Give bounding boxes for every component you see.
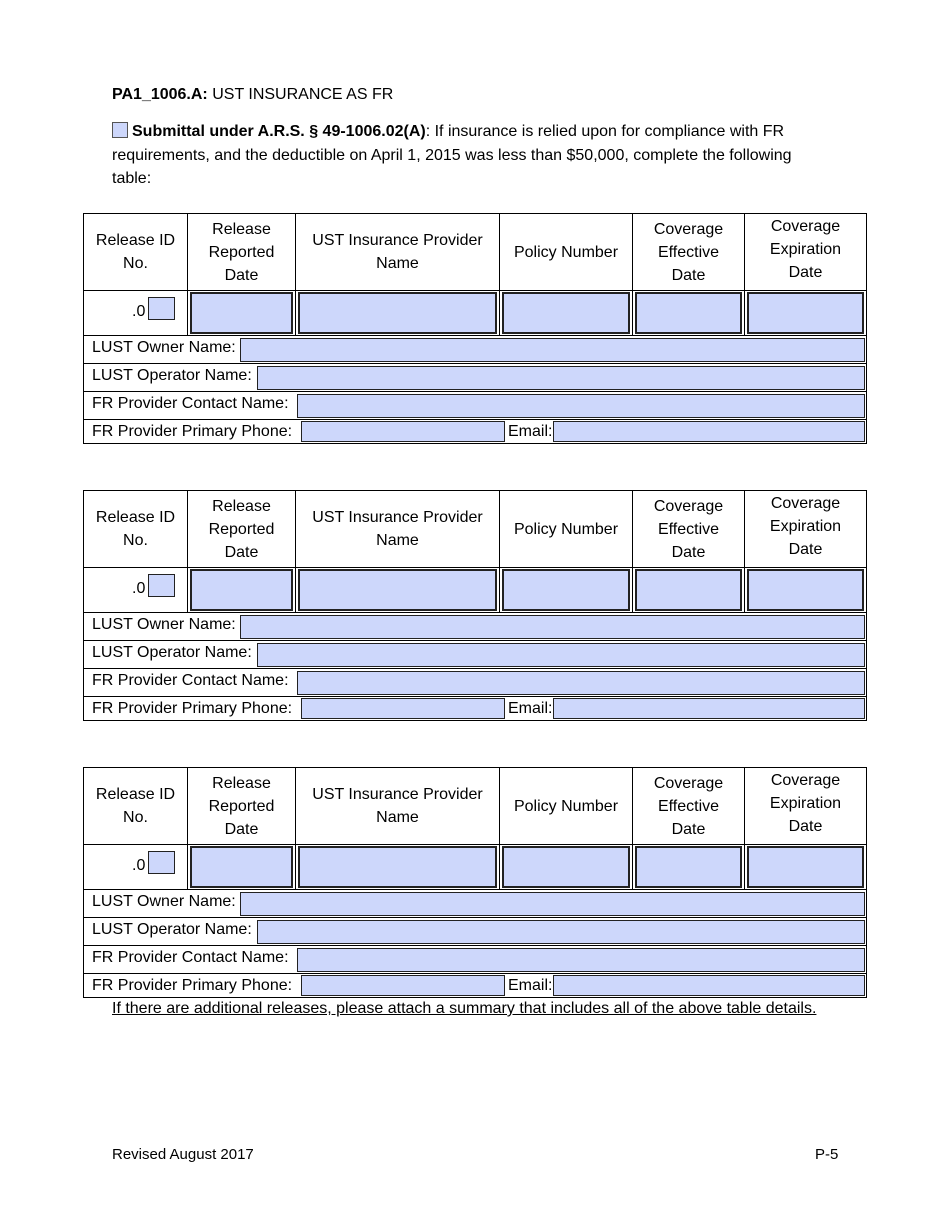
submittal-checkbox[interactable] xyxy=(112,122,128,138)
additional-releases-note: If there are additional releases, please attach a summary that includes all of the above table details. xyxy=(112,1000,817,1017)
release-table-2 xyxy=(83,490,867,721)
column-header: Coverage Expiration Date xyxy=(769,218,842,281)
column-header: Release Reported Date xyxy=(188,491,296,567)
owner-name-label: LUST Owner Name: xyxy=(92,339,236,356)
provider-name-field[interactable] xyxy=(298,569,497,611)
owner-name-row xyxy=(84,336,866,364)
contact-name-field[interactable] xyxy=(297,948,865,972)
contact-name-label: FR Provider Contact Name: xyxy=(92,395,289,412)
operator-name-field[interactable] xyxy=(257,366,865,390)
owner-name-row xyxy=(84,890,866,918)
owner-name-field[interactable] xyxy=(240,615,865,639)
provider-name-field[interactable] xyxy=(298,846,497,888)
column-header: Policy Number xyxy=(500,491,633,567)
release-id-prefix: .0 xyxy=(132,857,146,874)
contact-name-field[interactable] xyxy=(297,671,865,695)
primary-phone-field[interactable] xyxy=(301,975,505,996)
column-header: UST Insurance Provider Name xyxy=(296,214,500,290)
table-row xyxy=(84,568,866,613)
section-heading xyxy=(112,86,393,104)
primary-phone-row xyxy=(84,420,866,444)
contact-name-row xyxy=(84,392,866,420)
table-cell xyxy=(500,568,633,612)
operator-name-label: LUST Operator Name: xyxy=(92,367,252,384)
table-cell xyxy=(188,291,296,335)
table-cell xyxy=(84,845,188,889)
email-field[interactable] xyxy=(553,698,865,719)
effective-date-field[interactable] xyxy=(635,569,742,611)
column-header: Coverage Effective Date xyxy=(633,768,745,844)
column-header: Coverage Effective Date xyxy=(633,214,745,290)
table-header xyxy=(84,491,866,568)
contact-name-label: FR Provider Contact Name: xyxy=(92,949,289,966)
operator-name-field[interactable] xyxy=(257,920,865,944)
operator-name-row xyxy=(84,641,866,669)
table-cell xyxy=(633,845,745,889)
expiration-date-field[interactable] xyxy=(747,569,864,611)
release-date-field[interactable] xyxy=(190,569,293,611)
operator-name-row xyxy=(84,364,866,392)
email-label: Email: xyxy=(508,700,553,717)
table-cell xyxy=(84,568,188,612)
table-cell xyxy=(745,845,866,889)
operator-name-label: LUST Operator Name: xyxy=(92,921,252,938)
table-cell xyxy=(500,845,633,889)
section-title: UST INSURANCE AS FR xyxy=(207,86,394,103)
release-table-1 xyxy=(83,213,867,444)
operator-name-label: LUST Operator Name: xyxy=(92,644,252,661)
column-header: Release Reported Date xyxy=(188,768,296,844)
column-header: Coverage Expiration Date xyxy=(769,772,842,835)
effective-date-field[interactable] xyxy=(635,292,742,334)
column-header: Policy Number xyxy=(500,768,633,844)
email-label: Email: xyxy=(508,423,553,440)
release-date-field[interactable] xyxy=(190,292,293,334)
column-header: UST Insurance Provider Name xyxy=(296,491,500,567)
owner-name-label: LUST Owner Name: xyxy=(92,616,236,633)
provider-name-field[interactable] xyxy=(298,292,497,334)
release-table-3 xyxy=(83,767,867,998)
release-id-field[interactable] xyxy=(148,297,175,320)
owner-name-field[interactable] xyxy=(240,892,865,916)
email-label: Email: xyxy=(508,977,553,994)
table-cell xyxy=(745,568,866,612)
submittal-label: Submittal under A.R.S. § 49-1006.02(A) xyxy=(132,123,426,140)
policy-number-field[interactable] xyxy=(502,292,630,334)
release-id-prefix: .0 xyxy=(132,303,146,320)
table-cell xyxy=(296,845,500,889)
owner-name-row xyxy=(84,613,866,641)
contact-name-row xyxy=(84,946,866,974)
table-row xyxy=(84,291,866,336)
table-cell xyxy=(296,568,500,612)
column-header: Release ID No. xyxy=(84,214,188,290)
table-cell xyxy=(188,845,296,889)
primary-phone-label: FR Provider Primary Phone: xyxy=(92,423,293,440)
release-id-prefix: .0 xyxy=(132,580,146,597)
release-id-field[interactable] xyxy=(148,851,175,874)
column-header: Coverage Expiration Date xyxy=(769,495,842,558)
submittal-text: : If insurance is relied upon for compliance with FR requirements, and the deductible on April 1, 2015 was less than $50,000, complete the following table: xyxy=(112,123,792,187)
release-date-field[interactable] xyxy=(190,846,293,888)
section-code: PA1_1006.A: xyxy=(112,86,208,103)
column-header: UST Insurance Provider Name xyxy=(296,768,500,844)
primary-phone-row xyxy=(84,974,866,998)
column-header: Release ID No. xyxy=(84,491,188,567)
table-cell xyxy=(296,291,500,335)
table-cell xyxy=(84,291,188,335)
primary-phone-field[interactable] xyxy=(301,421,505,442)
table-cell xyxy=(745,291,866,335)
contact-name-field[interactable] xyxy=(297,394,865,418)
primary-phone-row xyxy=(84,697,866,721)
table-row xyxy=(84,845,866,890)
owner-name-label: LUST Owner Name: xyxy=(92,893,236,910)
table-cell xyxy=(188,568,296,612)
column-header: Release ID No. xyxy=(84,768,188,844)
table-cell xyxy=(633,568,745,612)
release-id-field[interactable] xyxy=(148,574,175,597)
revised-date: Revised August 2017 xyxy=(112,1146,254,1163)
page-number: P-5 xyxy=(815,1146,839,1163)
primary-phone-label: FR Provider Primary Phone: xyxy=(92,977,293,994)
contact-name-row xyxy=(84,669,866,697)
expiration-date-field[interactable] xyxy=(747,846,864,888)
table-cell xyxy=(633,291,745,335)
primary-phone-field[interactable] xyxy=(301,698,505,719)
policy-number-field[interactable] xyxy=(502,569,630,611)
column-header: Policy Number xyxy=(500,214,633,290)
owner-name-field[interactable] xyxy=(240,338,865,362)
table-header xyxy=(84,214,866,291)
expiration-date-field[interactable] xyxy=(747,292,864,334)
email-field[interactable] xyxy=(553,421,865,442)
column-header: Coverage Effective Date xyxy=(633,491,745,567)
operator-name-field[interactable] xyxy=(257,643,865,667)
email-field[interactable] xyxy=(553,975,865,996)
table-cell xyxy=(500,291,633,335)
policy-number-field[interactable] xyxy=(502,846,630,888)
table-header xyxy=(84,768,866,845)
operator-name-row xyxy=(84,918,866,946)
column-header: Release Reported Date xyxy=(188,214,296,290)
submittal-paragraph xyxy=(112,120,832,191)
contact-name-label: FR Provider Contact Name: xyxy=(92,672,289,689)
effective-date-field[interactable] xyxy=(635,846,742,888)
primary-phone-label: FR Provider Primary Phone: xyxy=(92,700,293,717)
